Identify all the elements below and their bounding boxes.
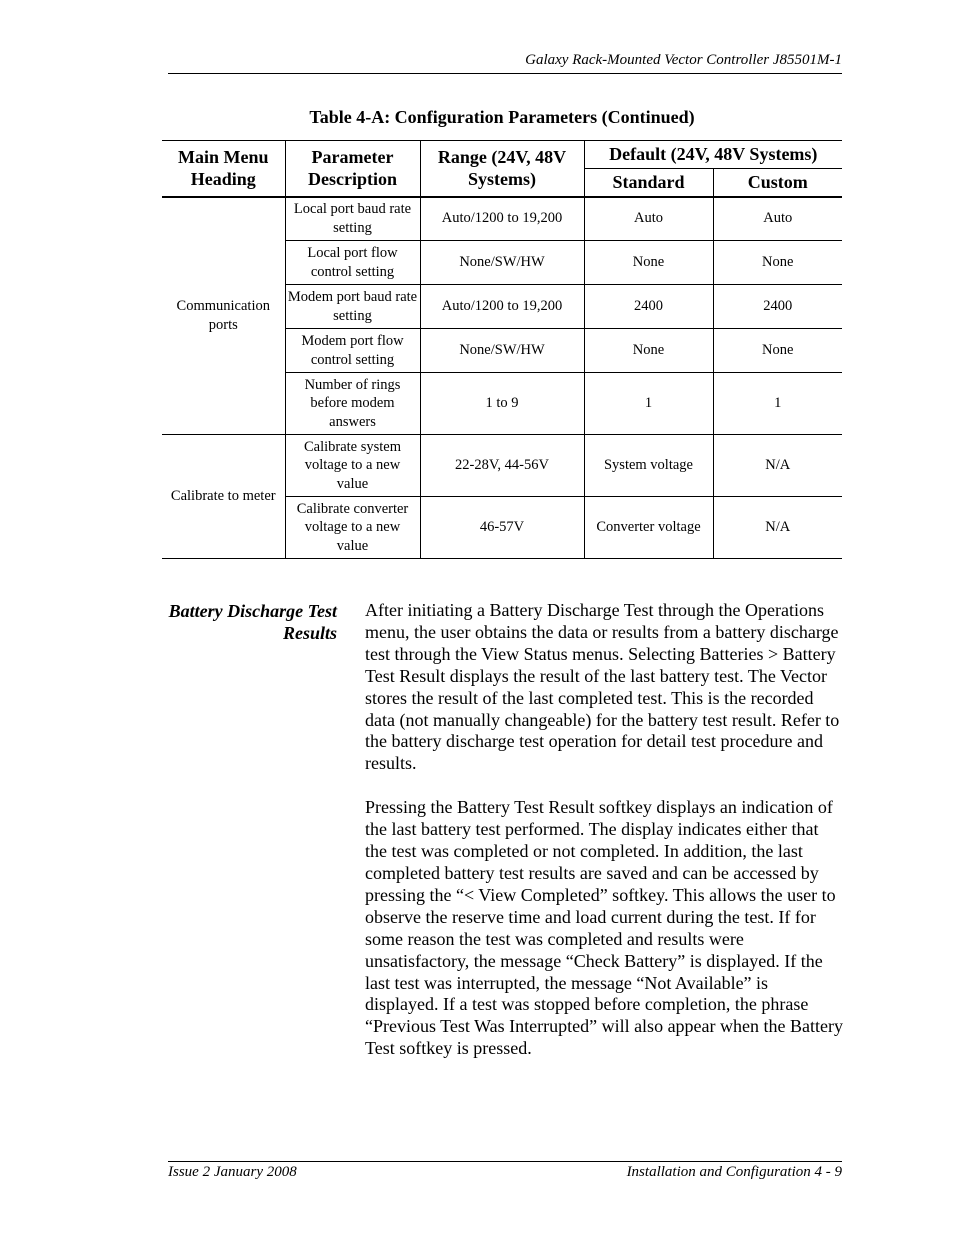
paragraph: After initiating a Battery Discharge Test through the Operations menu, the user obtains the data or results from a battery discharge test through the View Status menus. Selecting Batteries > Battery Test Result displays the result of the last battery test. The Vector stores the result of the last completed test. This is the recorded data (not manually changeable) for the battery test result. Refer to the battery discharge test operation for detail test procedure and results. [365,600,840,774]
parameter-cell: Modem port flow control setting [285,329,420,373]
paragraph: Pressing the Battery Test Result softkey displays an indication of the last battery test performed. The display indicates either that the test was completed or not completed. In addition, the last completed battery test results are saved and can be accessed by pressing the “< View Completed” softkey. This allows the user to observe the reserve time and load current during the test. If for some reason the test was completed and results were unsatisfactory, the message “Check Battery” is displayed. If the last test was interrupted, the message “Not Available” is displayed. If a test was stopped before completion, the phrase “Previous Test Was Interrupted” will also appear when the Battery Test softkey is pressed. [365,797,843,1059]
standard-cell: Converter voltage [584,497,713,559]
custom-cell: N/A [713,435,842,497]
parameter-cell: Calibrate converter voltage to a new value [285,497,420,559]
standard-cell: System voltage [584,435,713,497]
range-cell: 22-28V, 44-56V [420,435,584,497]
custom-cell: None [713,329,842,373]
column-header-custom: Custom [713,169,842,197]
running-footer [168,1161,842,1180]
range-cell: None/SW/HW [420,241,584,285]
standard-cell: None [584,329,713,373]
configuration-parameters-table [162,140,842,559]
table-title: Table 4-A: Configuration Parameters (Continued) [309,107,695,127]
section-heading: Battery Discharge Test Results [168,601,337,643]
group-heading-calibrate-to-meter: Calibrate to meter [162,435,285,559]
custom-cell: N/A [713,497,842,559]
parameter-cell: Local port flow control setting [285,241,420,285]
standard-cell: None [584,241,713,285]
custom-cell: 2400 [713,285,842,329]
section-body [365,600,843,1082]
table-row [162,435,842,497]
footer-section-page: Installation and Configuration 4 - 9 [626,1164,842,1180]
range-cell: Auto/1200 to 19,200 [420,197,584,241]
range-cell: 1 to 9 [420,373,584,435]
standard-cell: 2400 [584,285,713,329]
range-cell: Auto/1200 to 19,200 [420,285,584,329]
running-header: Galaxy Rack-Mounted Vector Controller J85501M-1 [168,52,842,74]
parameter-cell: Calibrate system voltage to a new value [285,435,420,497]
column-header-range: Range (24V, 48V Systems) [420,141,584,197]
table-row [162,197,842,241]
column-header-default-group: Default (24V, 48V Systems) [584,141,842,169]
standard-cell: 1 [584,373,713,435]
custom-cell: Auto [713,197,842,241]
column-header-parameter: Parameter Description [285,141,420,197]
group-heading-communication-ports: Communication ports [162,197,285,435]
range-cell: None/SW/HW [420,329,584,373]
custom-cell: 1 [713,373,842,435]
parameter-cell: Local port baud rate setting [285,197,420,241]
column-header-standard: Standard [584,169,713,197]
custom-cell: None [713,241,842,285]
parameter-cell: Modem port baud rate setting [285,285,420,329]
footer-issue-date: Issue 2 January 2008 [168,1164,297,1180]
column-header-main-menu: Main Menu Heading [162,141,285,197]
range-cell: 46-57V [420,497,584,559]
standard-cell: Auto [584,197,713,241]
parameter-cell: Number of rings before modem answers [285,373,420,435]
